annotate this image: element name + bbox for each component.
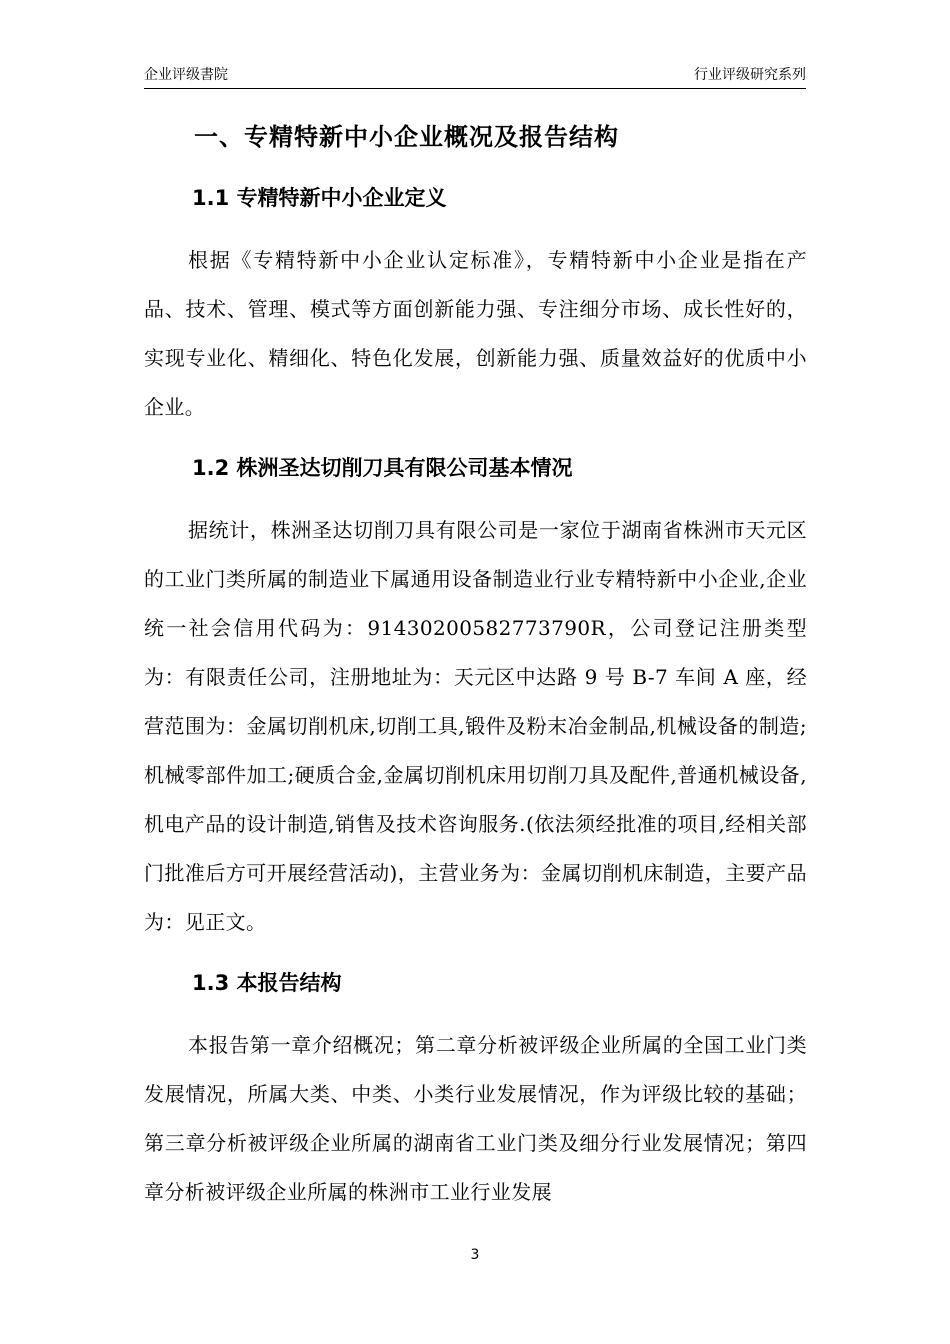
section-heading-1-2: 1.2 株洲圣达切削刀具有限公司基本情况 bbox=[192, 456, 573, 480]
header-right-text: 行业评级研究系列 bbox=[694, 67, 806, 83]
page-number: 3 bbox=[470, 1247, 480, 1263]
section-paragraph-1-1: 根据《专精特新中小企业认定标准》，专精特新中小企业是指在产品、技术、管理、模式等方面创新能力强、专注细分市场、成长性好的，实现专业化、精细化、特色化发展，创新能力强、质量效益好的优质中小企业。 bbox=[144, 248, 807, 419]
section-heading-1-1: 1.1 专精特新中小企业定义 bbox=[192, 186, 447, 210]
document-body bbox=[144, 112, 807, 1217]
page-header bbox=[144, 66, 806, 89]
header-left-text: 企业评级書院 bbox=[144, 67, 228, 83]
chapter-title: 一、专精特新中小企业概况及报告结构 bbox=[194, 123, 619, 151]
section-paragraph-1-2: 据统计，株洲圣达切削刀具有限公司是一家位于湖南省株洲市天元区的工业门类所属的制造业下属通用设备制造业行业专精特新中小企业,企业统一社会信用代码为：91430200582773790R，公司登记注册类型为：有限责任公司，注册地址为：天元区中达路 9 号 B-7 车间 A 座，经营范围为：金属切削机床,切削工具,锻件及粉末冶金制品,机械设备的制造;机械零部件加工;硬质合金,金属切削机床用切削刀具及配件,普通机械设备,机电产品的设计制造,销售及技术咨询服务.(依法须经批准的项目,经相关部门批准后方可开展经营活动)，主营业务为：金属切削机床制造，主要产品为：见正文。 bbox=[144, 518, 807, 934]
section-paragraph-1-3: 本报告第一章介绍概况；第二章分析被评级企业所属的全国工业门类发展情况，所属大类、中类、小类行业发展情况，作为评级比较的基础；第三章分析被评级企业所属的湖南省工业门类及细分行业发展情况；第四章分析被评级企业所属的株洲市工业行业发展 bbox=[144, 1033, 807, 1204]
section-heading-1-3: 1.3 本报告结构 bbox=[192, 971, 342, 995]
